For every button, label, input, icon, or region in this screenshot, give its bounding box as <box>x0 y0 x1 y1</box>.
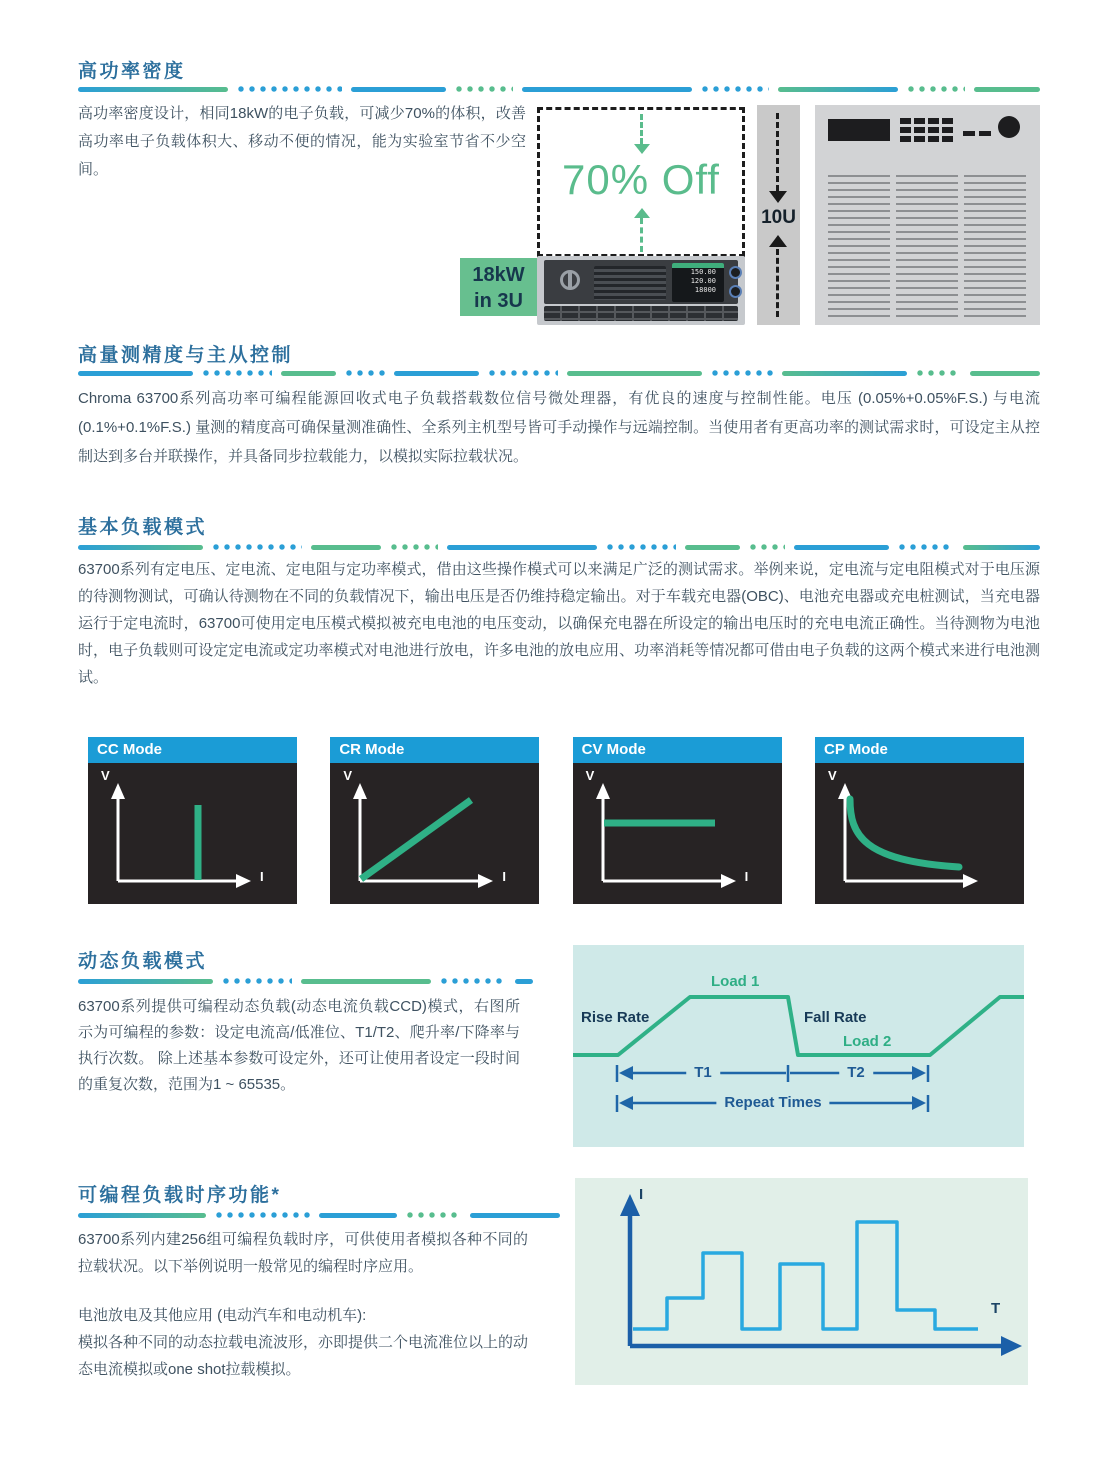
rack-keypad <box>900 118 956 144</box>
divider-dots <box>202 370 272 376</box>
rack-slot <box>963 131 975 136</box>
divider-bar <box>78 371 193 376</box>
basic-modes-paragraph: 63700系列有定电压、定电流、定电阻与定功率模式，借由这些操作模式可以来满足广泛的测试需求。举例来说，定电流与定电阻模式对于电压源的待测物测试，可确认待测物在不同的负载情况下，输出电压是否仍维持稳定输出。对于车载充电器(OBC)、电池充电器或充电桩测试，当充电器运行于定电流时，63700可使用定电压模式模拟被充电电池的电压变动，以确保充电器在所设定的输出电压时的充电电流正确性。当待测物为电池时，电子负载则可设定定电流或定功率模式对电池进行放电，许多电池的放电应用、功率消耗等情况都可借由电子负载的这两个模式来进行电池测试。 <box>78 561 1040 686</box>
mode-card-cv <box>573 737 782 904</box>
power-switch-icon <box>560 270 580 290</box>
arrow-down-icon <box>769 191 787 203</box>
cr-mode-chart <box>330 763 539 904</box>
sequence-waveform-chart <box>575 1178 1028 1385</box>
display-value: 18000 <box>694 286 716 294</box>
divider-dots <box>488 370 558 376</box>
divider-bar <box>78 87 228 92</box>
y-axis-label: V <box>101 768 110 783</box>
arrow-down-icon <box>634 144 650 154</box>
x-axis-label: I <box>744 869 749 884</box>
accuracy-paragraph: Chroma 63700系列高功率可编程能源回收式电子负载搭载数位信号微处理器，有优良的速度与控制性能。电压 (0.05%+0.05%F.S.) 与电流 (0.1%+0.1%F.S.) 量测的精度高可确保量测准确性、全系列主机型号皆可手动操作与远端控制。当使用者有更高功率的测试需求时，可设定主从控制达到多台并联操作，并具备同步拉载能力，以模拟实际拉载状况。 <box>78 390 1040 465</box>
y-axis-label: I <box>639 1186 644 1203</box>
dynamic-load-figure <box>573 945 1024 1147</box>
divider-bar <box>522 87 692 92</box>
power-density-paragraph: 高功率密度设计，相同18kW的电子负载，可减少70%的体积，改善高功率电子负载体积大、移动不便的情况，能为实验室节省不少空间。 <box>78 105 526 178</box>
fall-rate-label: Fall Rate <box>804 1009 867 1026</box>
divider-bar <box>567 371 702 376</box>
divider-dots <box>916 370 961 376</box>
divider-dots <box>222 978 292 984</box>
rotary-knob-icon <box>729 266 742 279</box>
rack-knob-icon <box>998 116 1020 138</box>
divider-bar <box>319 1213 397 1218</box>
y-axis-label: V <box>827 768 837 783</box>
divider-bar <box>78 1213 206 1218</box>
unit-size-label-line1: 18kW <box>472 264 525 286</box>
divider-dots <box>406 1212 461 1218</box>
height-10u-bar <box>757 105 800 325</box>
up-dashed-line <box>640 218 643 252</box>
divider-bar <box>970 371 1040 376</box>
repeat-times-label: Repeat Times <box>716 1094 829 1111</box>
divider-dots <box>701 86 769 92</box>
rack-vent-column <box>964 175 1026 319</box>
bottom-vents <box>544 306 738 321</box>
divider-bar <box>782 371 907 376</box>
display-value: 120.00 <box>690 277 716 285</box>
divider-dots <box>711 370 773 376</box>
mode-card-plot <box>88 763 297 904</box>
size-comparison-box <box>537 107 745 257</box>
divider-dots <box>606 544 676 550</box>
divider-bar <box>281 371 336 376</box>
divider-bar <box>311 545 381 550</box>
divider-dots <box>749 544 785 550</box>
divider-bar <box>963 545 1040 550</box>
arrow-up-icon <box>634 208 650 218</box>
unit-size-label <box>460 258 537 316</box>
sequence-application-paragraph: 模拟各种不同的动态拉载电流波形，亦即提供二个电流准位以上的动态电流模拟或one shot拉载模拟。 <box>78 1334 529 1378</box>
divider-bar <box>394 371 479 376</box>
divider-dots <box>212 544 302 550</box>
cp-mode-chart <box>815 763 1024 904</box>
rise-rate-label: Rise Rate <box>581 1009 650 1026</box>
divider-bar <box>301 979 431 984</box>
divider-dots <box>455 86 513 92</box>
divider-bar <box>974 87 1040 92</box>
divider-bar <box>447 545 597 550</box>
divider-bar <box>515 979 533 984</box>
unit-size-label-line2: in 3U <box>474 290 523 312</box>
display-value: 150.00 <box>690 268 716 276</box>
y-axis-label: V <box>585 768 595 783</box>
load1-label: Load 1 <box>711 973 760 990</box>
section-divider <box>78 370 1040 376</box>
divider-bar <box>778 87 898 92</box>
section-divider <box>78 544 1040 550</box>
electronic-load-10u-image <box>815 105 1040 325</box>
divider-bar <box>351 87 446 92</box>
divider-bar <box>78 545 203 550</box>
rack-slot <box>979 131 991 136</box>
divider-dots <box>898 544 954 550</box>
mode-card-cc <box>88 737 297 904</box>
x-axis-label: I <box>260 869 264 884</box>
mode-card-plot <box>815 763 1024 904</box>
panel-vents <box>594 266 666 300</box>
rack-vent-column <box>828 175 890 319</box>
section-divider <box>78 86 1040 92</box>
section-title-basic-modes: 基本负载模式 <box>78 517 208 538</box>
section-title-sequence: 可编程负载时序功能* <box>78 1185 282 1206</box>
mode-card-plot <box>573 763 782 904</box>
section-divider <box>78 978 533 984</box>
load2-label: Load 2 <box>843 1033 892 1050</box>
up-dashed-line <box>776 249 779 317</box>
sequence-paragraph: 63700系列内建256组可编程负载时序，可供使用者模拟各种不同的拉载状况。以下举例说明一般常见的编程时序应用。 <box>78 1231 528 1275</box>
divider-bar <box>78 979 213 984</box>
mode-card-header: CR Mode <box>330 737 539 763</box>
divider-dots <box>907 86 965 92</box>
x-axis-label: T <box>991 1300 1001 1317</box>
section-title-power-density: 高功率密度 <box>78 61 186 82</box>
section-divider <box>78 1212 560 1218</box>
cc-mode-chart <box>88 763 297 904</box>
dynamic-waveform-chart <box>573 945 1024 1147</box>
cv-mode-chart <box>573 763 782 904</box>
section-title-accuracy: 高量测精度与主从控制 <box>78 345 294 366</box>
arrow-up-icon <box>769 235 787 247</box>
divider-dots <box>237 86 342 92</box>
divider-bar <box>794 545 889 550</box>
mode-card-cp <box>815 737 1024 904</box>
mode-card-header: CV Mode <box>573 737 782 763</box>
rack-display <box>828 119 890 141</box>
rack-vent-column <box>896 175 958 319</box>
seventy-percent-off-label: 70% Off <box>562 156 720 203</box>
device-display <box>672 263 724 302</box>
mode-card-plot <box>330 763 539 904</box>
electronic-load-3u-image <box>537 256 745 325</box>
mode-cards-row <box>88 737 1024 904</box>
section-title-dynamic-mode: 动态负载模式 <box>78 951 208 972</box>
divider-dots <box>390 544 438 550</box>
divider-bar <box>685 545 740 550</box>
mode-card-header: CC Mode <box>88 737 297 763</box>
mode-card-cr <box>330 737 539 904</box>
height-label: 10U <box>761 207 796 228</box>
mode-card-header: CP Mode <box>815 737 1024 763</box>
divider-dots <box>215 1212 310 1218</box>
sequence-figure <box>575 1178 1028 1385</box>
t1-label: T1 <box>686 1064 720 1081</box>
sequence-application-label: 电池放电及其他应用 (电动汽车和电动机车): <box>78 1307 367 1324</box>
front-panel <box>544 260 738 304</box>
dynamic-mode-paragraph: 63700系列提供可编程动态负载(动态电流负载CCD)模式，右图所示为可编程的参数：设定电流高/低准位、T1/T2、爬升率/下降率与执行次数。 除上述基本参数可设定外，还可让使用者设定一段时间的重复次数，范围为1 ~ 65535。 <box>78 998 520 1093</box>
y-axis-label: V <box>343 768 352 783</box>
rotary-knob-icon <box>729 285 742 298</box>
x-axis-label: I <box>502 869 506 884</box>
t2-label: T2 <box>839 1064 873 1081</box>
divider-dots <box>345 370 385 376</box>
divider-dots <box>440 978 506 984</box>
down-dashed-line <box>776 113 779 191</box>
down-dashed-line <box>640 114 643 144</box>
divider-bar <box>470 1213 560 1218</box>
